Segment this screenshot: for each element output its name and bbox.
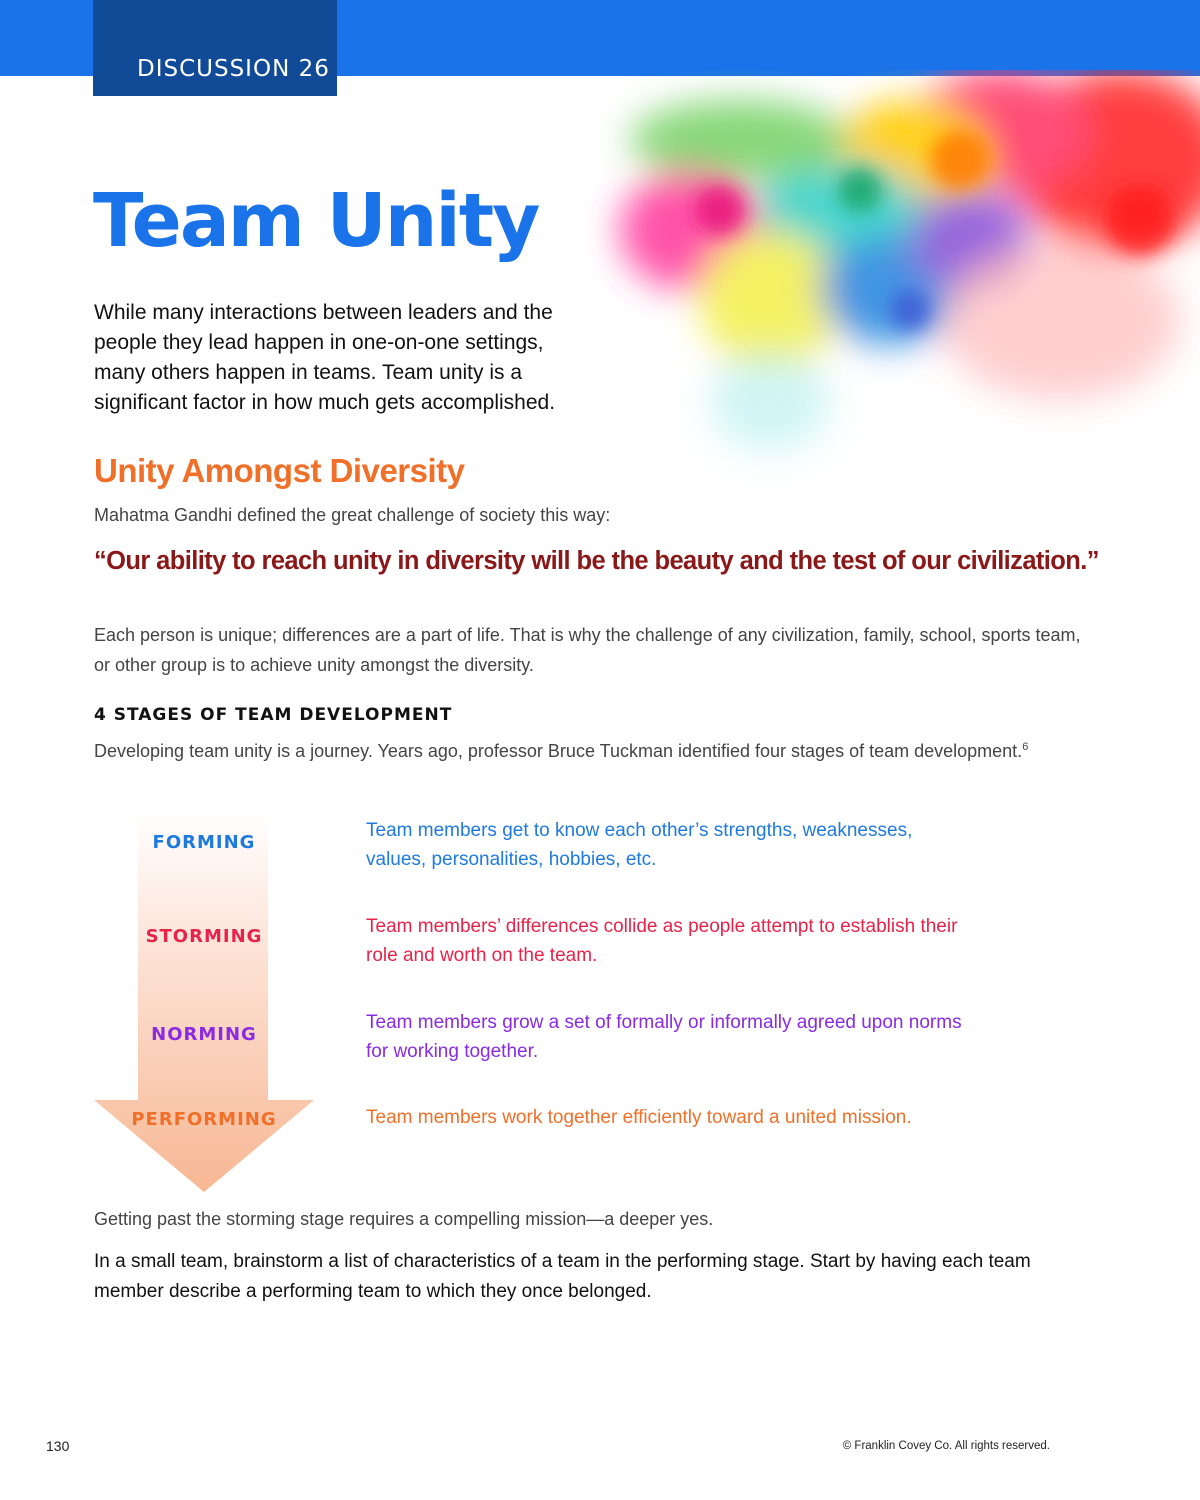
- discussion-tab-label: DISCUSSION 26: [137, 56, 330, 82]
- intro-paragraph: While many interactions between leaders and the people they lead happen in one-on-one settings, many others happen in teams. Team unity is a significant factor in how much gets accomplished.: [94, 301, 556, 414]
- stage-desc-storming: Team members’ differences collide as people attempt to establish their role and worth on the team.: [366, 916, 958, 966]
- page-number: 130: [46, 1438, 70, 1454]
- stage-label-norming: NORMING: [151, 1024, 257, 1045]
- discussion-tab: [93, 0, 337, 96]
- stage-label-storming: STORMING: [145, 926, 263, 947]
- page-title: Team Unity: [93, 178, 539, 264]
- stage-label-forming: FORMING: [152, 832, 256, 853]
- body-paragraph: Each person is unique; differences are a part of life. That is why the challenge of any civilization, family, school, sports team, or other group is to achieve unity amongst the diversity.: [94, 625, 1081, 675]
- copyright-notice: © Franklin Covey Co. All rights reserved.: [842, 1440, 1050, 1452]
- stages-heading: 4 STAGES OF TEAM DEVELOPMENT: [94, 705, 453, 725]
- closing-statement: Getting past the storming stage requires a compelling mission—a deeper yes.: [94, 1209, 714, 1229]
- gandhi-quote: “Our ability to reach unity in diversity will be the beauty and the test of our civilization.”: [94, 547, 1099, 575]
- activity-instructions: In a small team, brainstorm a list of characteristics of a team in the performing stage. Start by having each team member describe a performing team to which they once belonged.: [94, 1251, 1031, 1302]
- color-splash-image: [440, 70, 1200, 490]
- footnote-marker: 6: [1022, 741, 1029, 753]
- stage-desc-norming: Team members grow a set of formally or informally agreed upon norms for working together.: [366, 1012, 962, 1062]
- quote-lead: Mahatma Gandhi defined the great challenge of society this way:: [94, 505, 611, 525]
- stages-down-arrow: [92, 812, 316, 1194]
- section-heading: Unity Amongst Diversity: [94, 452, 465, 489]
- stage-desc-forming: Team members get to know each other’s strengths, weaknesses, values, personalities, hobbies, etc.: [366, 820, 913, 870]
- stage-label-performing: PERFORMING: [131, 1109, 277, 1130]
- stages-intro-text: Developing team unity is a journey. Years ago, professor Bruce Tuckman identified four stages of team development.: [94, 741, 1023, 761]
- stages-intro: [94, 741, 1028, 762]
- stage-desc-performing: Team members work together efficiently toward a united mission.: [366, 1107, 912, 1128]
